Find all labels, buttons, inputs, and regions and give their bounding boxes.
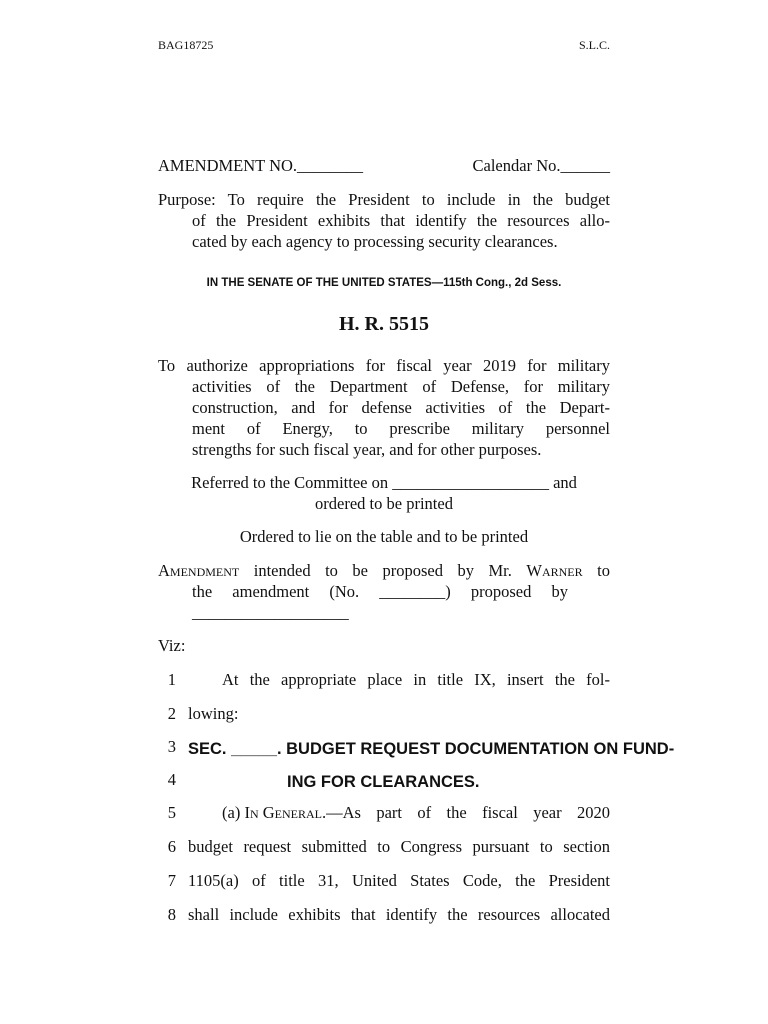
- be-text: be: [352, 561, 368, 580]
- the-text: the: [192, 582, 213, 601]
- subsection-text: .—As part of the fiscal year 2020: [321, 803, 610, 822]
- bill-title-line-4: ment of Energy, to prescribe military personnel: [192, 419, 610, 438]
- section-heading-1: SEC. _____. BUDGET REQUEST DOCUMENTATION ON FUND-: [188, 740, 675, 758]
- line-text-2: lowing:: [188, 704, 239, 723]
- amendment-intro-line-1: [158, 561, 610, 581]
- line-number-5: 5: [167, 803, 176, 822]
- no-text: (No.: [329, 582, 360, 601]
- to-be-text: to: [325, 561, 338, 580]
- viz-label: Viz:: [158, 636, 186, 655]
- line-text-7: 1105(a) of title 31, United States Code, the President: [188, 871, 610, 890]
- subsection-heading: In General: [244, 803, 322, 822]
- bill-title-line-5: strengths for such fiscal year, and for other purposes.: [192, 440, 542, 459]
- purpose-line-1: Purpose: To require the President to include in the budget: [158, 190, 610, 209]
- line-number-8: 8: [167, 905, 176, 924]
- purpose-line-3: cated by each agency to processing security clearances.: [192, 232, 558, 251]
- line-text-8: shall include exhibits that identify the resources allocated: [188, 905, 610, 924]
- amendment-text: amendment: [232, 582, 310, 601]
- amendment-word: Amendment: [158, 561, 240, 580]
- bill-title-line-1: To authorize appropriations for fiscal year 2019 for military: [158, 356, 610, 375]
- line-text-1: At the appropriate place in title IX, insert the fol-: [222, 670, 610, 689]
- referred-line-1: Referred to the Committee on ___________________ and: [191, 473, 577, 492]
- proposed2-text: proposed: [470, 582, 532, 601]
- blank-text: ________): [379, 582, 451, 601]
- line-number-4: 4: [167, 770, 176, 789]
- amendment-number: AMENDMENT NO.________: [158, 156, 364, 175]
- referred-line-2: ordered to be printed: [315, 494, 453, 513]
- by-text: by: [457, 561, 474, 580]
- line-text-6: budget request submitted to Congress pursuant to section: [188, 837, 610, 856]
- by2-text: by: [551, 582, 568, 601]
- line-number-7: 7: [167, 871, 176, 890]
- section-heading-2: ING FOR CLEARANCES.: [287, 773, 480, 791]
- line-number-3: 3: [167, 737, 176, 756]
- line-number-1: 1: [167, 670, 176, 689]
- purpose-line-2: of the President exhibits that identify the resources allo-: [192, 211, 610, 230]
- calendar-number: Calendar No.______: [472, 156, 610, 175]
- to-text: to: [597, 561, 610, 580]
- senate-heading: IN THE SENATE OF THE UNITED STATES—115th Cong., 2d Sess.: [206, 277, 562, 289]
- slc-label: S.L.C.: [578, 38, 610, 52]
- line-number-2: 2: [167, 704, 176, 723]
- amendment-intro-line-3: ___________________: [192, 603, 349, 622]
- document-code: BAG18725: [158, 38, 214, 52]
- bill-title-line-2: activities of the Department of Defense, for military: [192, 377, 610, 396]
- proposed-text: proposed: [382, 561, 443, 580]
- line-text-5: [222, 803, 610, 823]
- mr-text: Mr.: [488, 561, 512, 580]
- ordered-to-lie: Ordered to lie on the table and to be printed: [239, 527, 529, 546]
- intended-text: intended: [253, 561, 311, 580]
- line-number-6: 6: [167, 837, 176, 856]
- bill-number: H. R. 5515: [339, 313, 429, 335]
- senator-name: Warner: [526, 561, 583, 580]
- bill-title-line-3: construction, and for defense activities of the Depart-: [192, 398, 610, 417]
- subsection-label: (a): [222, 803, 245, 822]
- amendment-intro-line-2: [192, 582, 568, 602]
